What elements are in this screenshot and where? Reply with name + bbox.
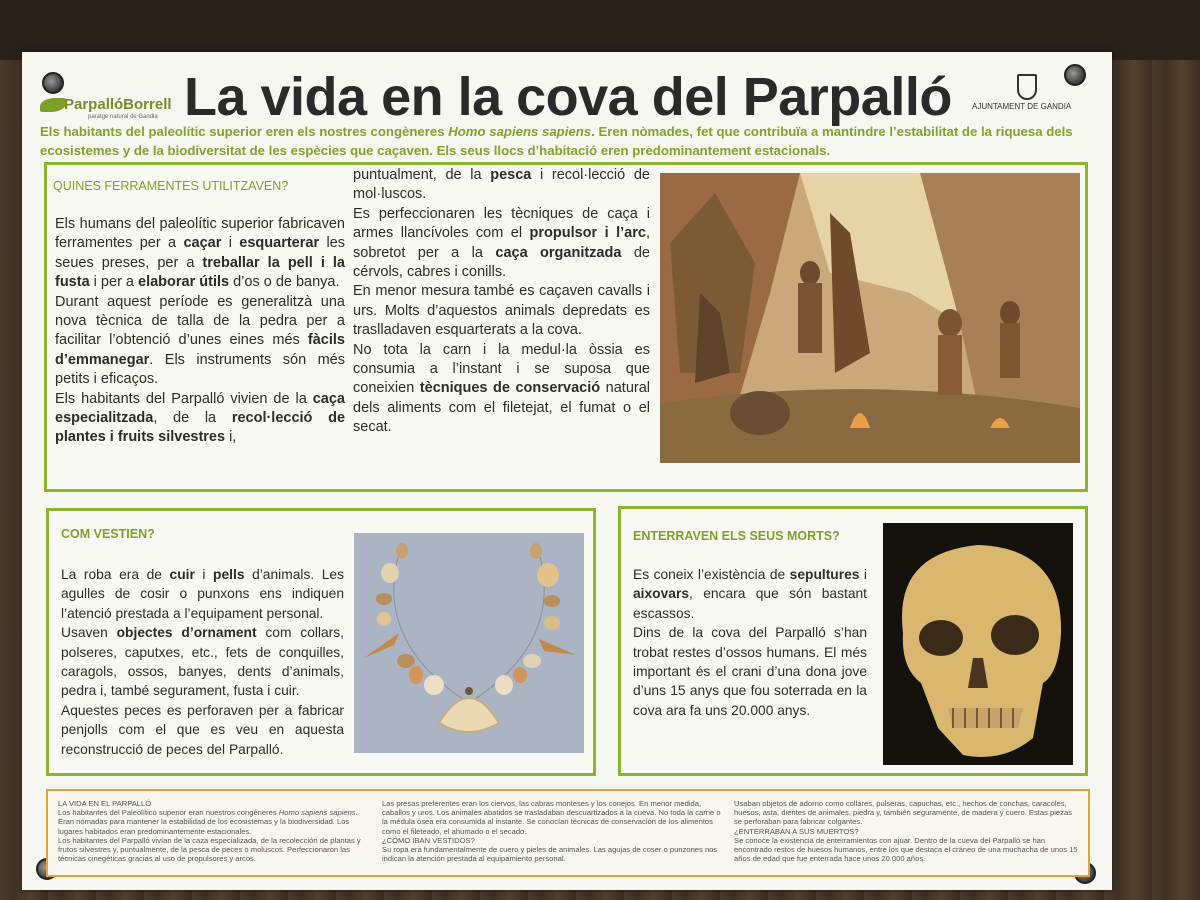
skull-photo [883, 523, 1073, 765]
council-name: AJUNTAMENT DE GANDIA [972, 102, 1072, 111]
sign-title: La vida en la cova del Parpalló [184, 67, 952, 127]
necklace-drawing [354, 533, 584, 753]
clothing-panel [46, 508, 596, 776]
leaf-icon [40, 98, 66, 112]
spanish-column-3: Usaban objetos de adorno como collares, pulseras, capuchas, etc., hechos de conchas, caracoles, huesos, asta, dientes de animales, piedra y, también seguramente, de madera y cuero. Estas piezas se perforaban para fabricar colgantes. ¿ENTERRABAN A SUS MUERTOS? Se conoce la existencia de enterramientos con ajuar. Dentro de la cueva del Parpalló se han encontrado restos de huesos humanos, entre los que destaca el cráneo de una muchacha de unos 15 años de edad que fue enterrada hace unos 20.000 años. [734, 799, 1078, 864]
information-sign [22, 52, 1112, 890]
burial-panel [618, 506, 1088, 776]
logo-subtitle: paratge natural de Gandia [88, 114, 158, 120]
tools-column-1: Els humans del paleolític superior fabricaven ferramentes per a caçar i esquarterar les seues preses, per a treballar la pell i la fusta i per a elaborar útils d’os o de banya. Durant aquest període es generalitzà una nova tècnica de talla de la pedra per a facilitar l’obtenció d’unes eines més fàcils d’emmanegar. Els instruments són més petits i eficaços. Els habitants del Parpalló vivien de la caça especialitzada, de la recol·lecció de plantes i fruits silvestres i, [55, 216, 346, 446]
spanish-column-1: LA VIDA EN EL PARPALLÓ Los habitantes del Paleolítico superior eran nuestros congéneres Homo sapiens sapiens. Eran nómadas para mantener la estabilidad de los ecosistemas y la biodiversidad. Los lugares habitados eran predominantemente estacionales. Los habitantes del Parpalló vivían de la caza especializada, de la recolección de plantas y frutos silvestres y, puntualmente, de la pesca de peces o moluscos. Perfeccionaron las técnicas cinegéticas gracias al uso de propulsores y arcos. [58, 799, 361, 864]
burial-text: Es coneix l’existència de sepultures i aixovars, encara que són bastant escassos. Dins de la cova del Parpalló s’han trobat restes d’ossos humans. El més important és el crani d’una dona jove d’uns 15 anys que fou soterrada en la cova ara fa uns 20.000 anys. [633, 567, 867, 718]
skull-drawing [883, 523, 1073, 765]
logo-name: ParpallóBorrell [64, 96, 172, 113]
spanish-translation-panel [46, 789, 1090, 877]
ornament-necklace-photo [354, 533, 584, 753]
burial-heading: ENTERRAVEN ELS SEUS MORTS? [633, 529, 840, 543]
screw-icon [42, 72, 64, 94]
cave-life-illustration [660, 173, 1080, 463]
tools-heading: QUINES FERRAMENTES UTILITZAVEN? [53, 179, 289, 193]
clothing-text: La roba era de cuir i pells d’animals. Les agulles de cosir o punxons ens indiquen l’atenció prestada a l’equipament personal. Usaven objectes d’ornament com collars, polseres, caputxes, etc., fets de conquilles, caragols, ossos, banyes, dents d’animals, pedra i, també segurament, fusta i cuir. Aquestes peces es perforaven per a fabricar penjolls com el que es veu en aquesta reconstrucció de peces del Parpalló. [61, 567, 344, 757]
cave-illustration-drawing [660, 173, 1080, 463]
spanish-title: LA VIDA EN EL PARPALLÓ [58, 799, 152, 808]
spanish-column-2: Las presas preferentes eran los ciervos, las cabras monteses y los conejos. En menor medida, caballos y uros. Los animales abatidos se trasladaban descuartizados a la cueva. No toda la carne o la médula ósea era consumida al instante. Se conocían técnicas de conservación de los alimentos como el fileteado, el ahumado o el secado. ¿CÓMO IBAN VESTIDOS? Su ropa era fundamentalmente de cuero y pieles de animales. Las agujas de coser o punzones nos indican la atención prestada al equipamiento personal. [382, 799, 721, 864]
wood-beam [0, 0, 1200, 60]
clothing-heading: COM VESTIEN? [61, 527, 155, 541]
tools-column-2: puntualment, de la pesca i recol·lecció de mol·luscos. Es perfeccionaren les tècniques de caça i armes llancívoles com el propulsor i l’arc, sobretot per a la caça organitzada de cérvols, cabres i conills. En menor mesura també es caçaven cavalls i urs. Molts d’aquestos animals depredats es traslladaven esquarterats a la cova. No tota la carn i la medul·la òssia es consumia a l’instant i se suposa que coneixien tècniques de conservació natural dels aliments com el filetejat, el fumat o el secat. [353, 167, 650, 436]
tools-panel [44, 162, 1088, 492]
intro-text: Els habitants del paleolític superior eren els nostres congèneres Homo sapiens sapiens. Eren nòmades, fet que contribuïa a mantindre l’estabilitat de la riquesa dels ecosistemes y de la biodiversitat de les espècies que caçaven. Els seus llocs d’habitació eren predominantement estacionals. [40, 124, 1073, 158]
species-name: Homo sapiens sapiens [448, 124, 592, 139]
crest-icon [1017, 74, 1037, 100]
parpallo-borrell-logo [40, 96, 190, 122]
screw-icon [1064, 64, 1086, 86]
